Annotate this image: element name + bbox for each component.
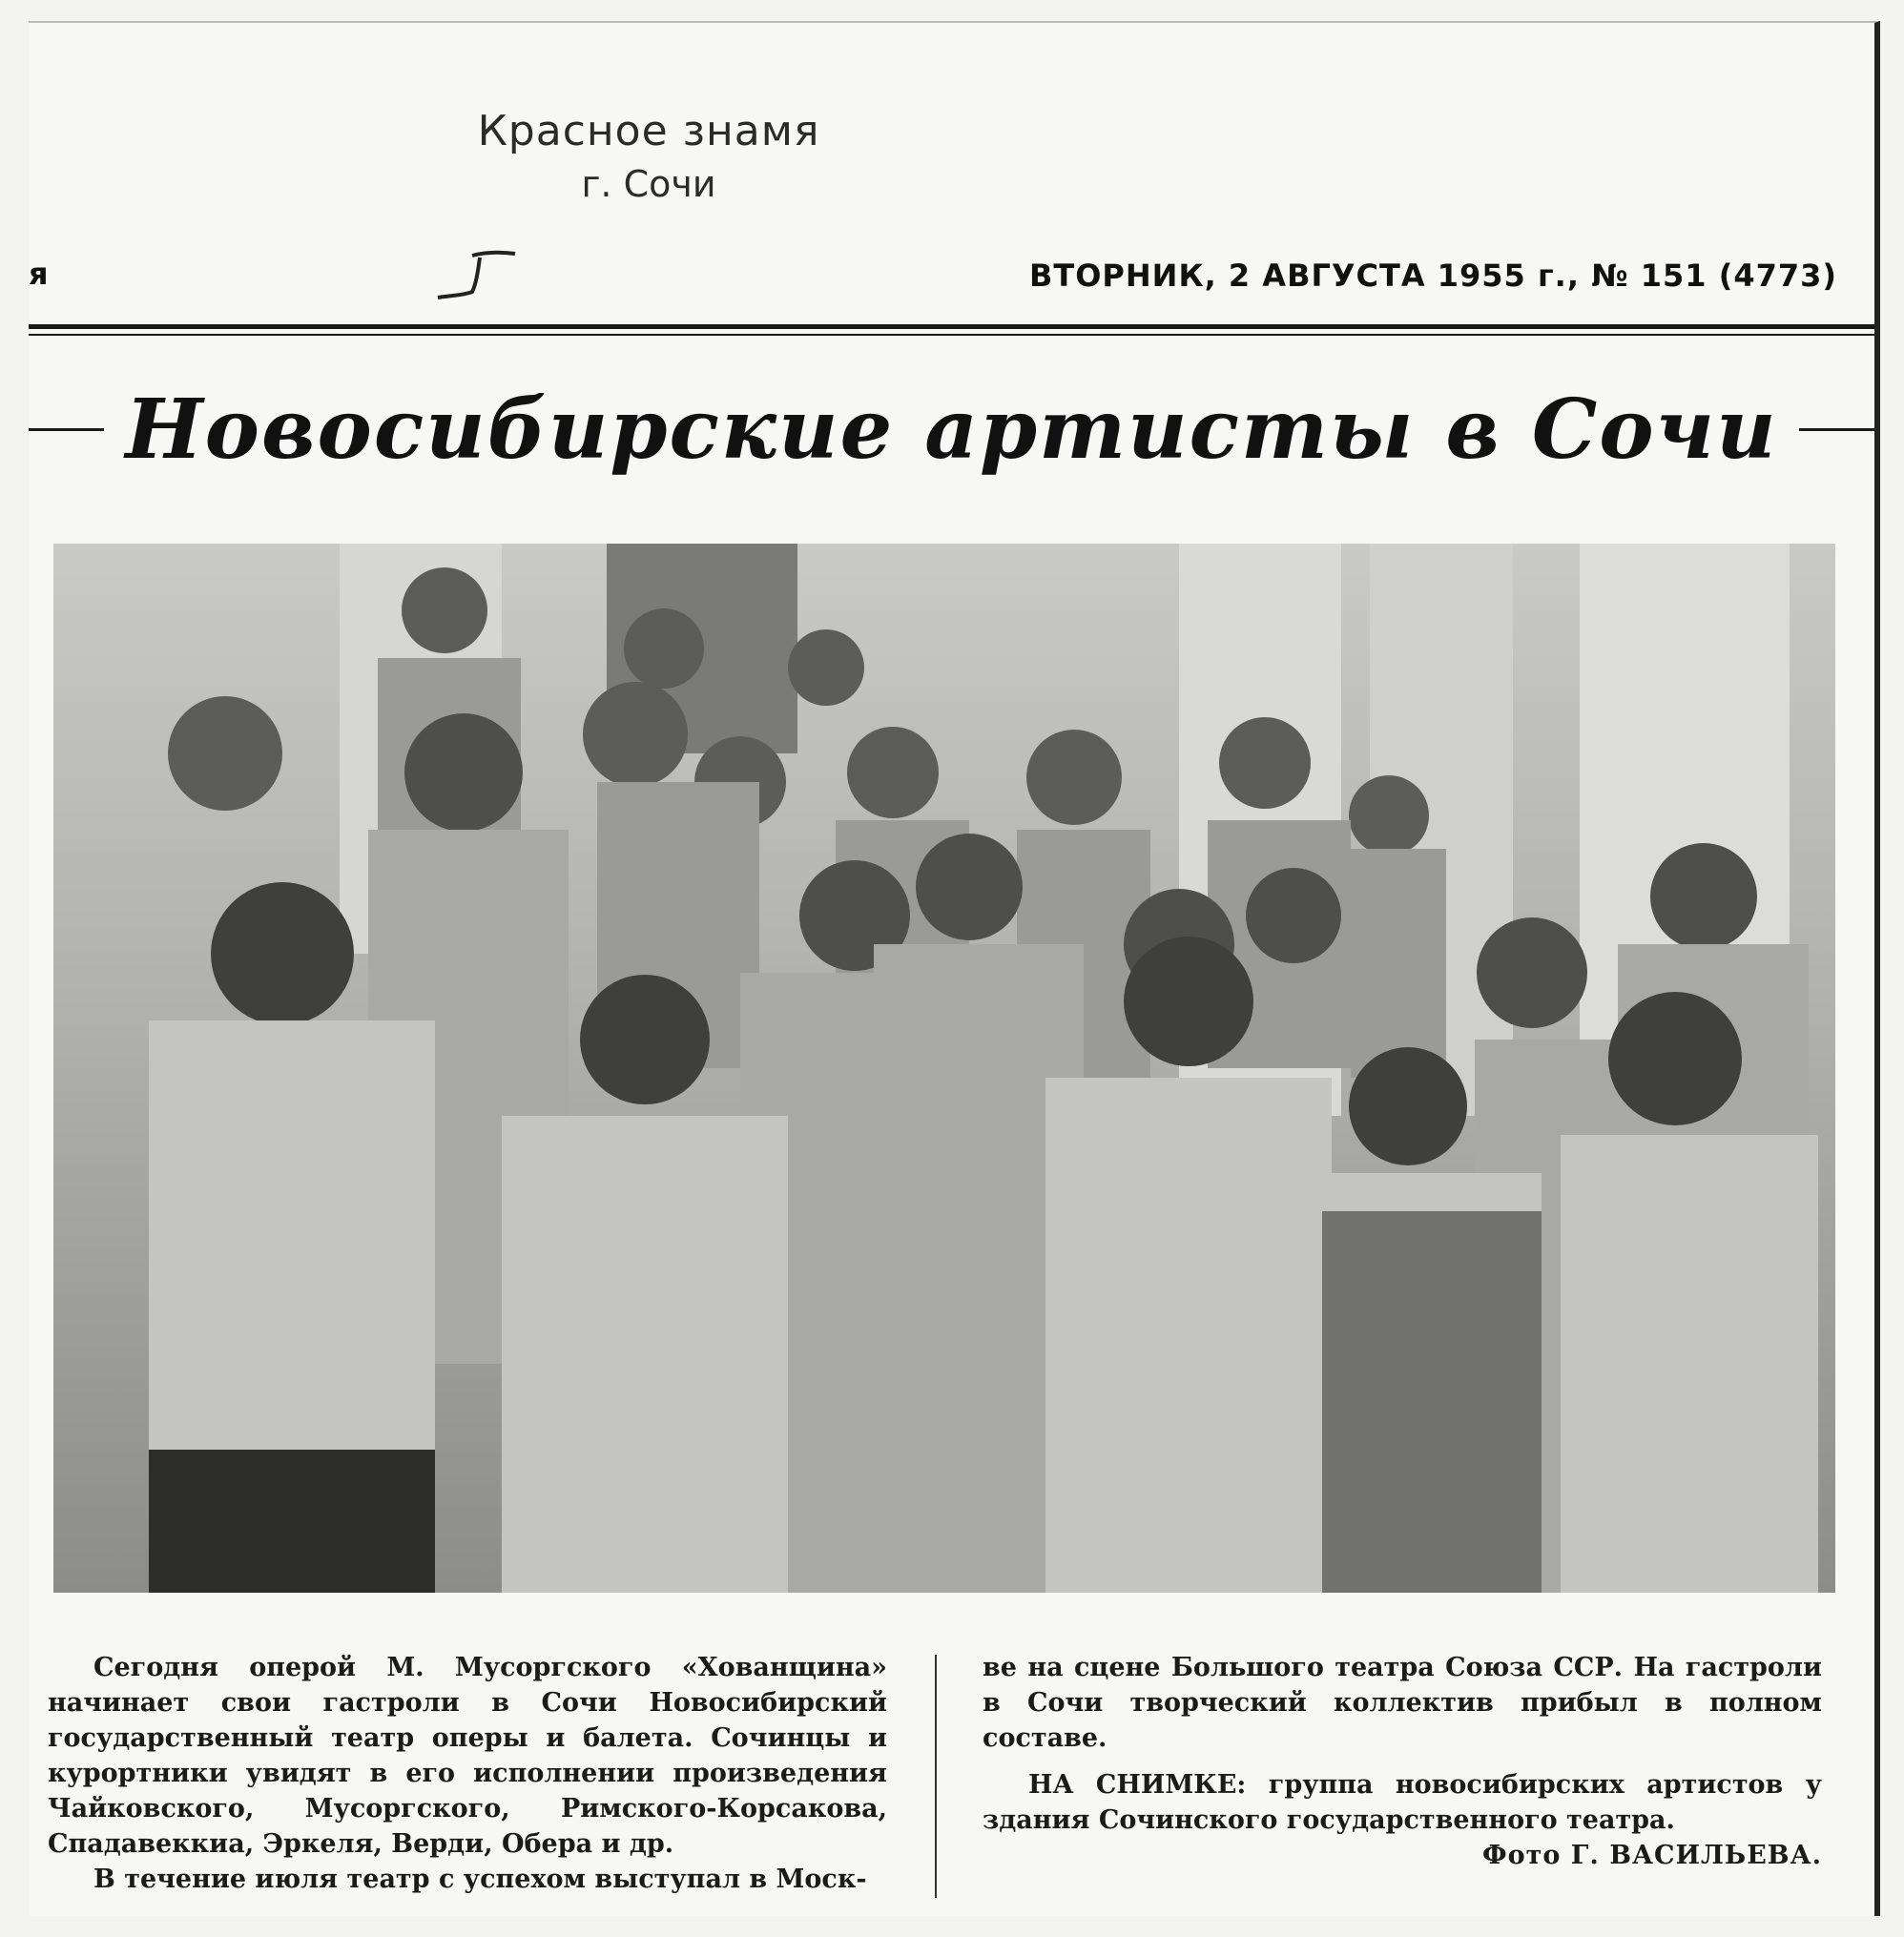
stamp-city: г. Сочи: [581, 163, 716, 205]
article-column-left: [48, 1650, 887, 1897]
photo-caption: НА СНИМКЕ: группа новосибирских артистов у здания Сочинского государственного театра.: [983, 1770, 1822, 1835]
photo-credit: Фото Г. ВАСИЛЬЕВА.: [1482, 1841, 1822, 1870]
library-stamp: [458, 107, 839, 205]
column-divider: [935, 1655, 937, 1898]
masthead-rule-thin: [29, 334, 1874, 336]
issue-dateline: ВТОРНИК, 2 АВГУСТА 1955 г., № 151 (4773): [1029, 258, 1837, 294]
article-headline: Новосибирские артисты в Сочи: [125, 381, 1778, 478]
article-paragraph: Сегодня оперой М. Мусоргского «Хованщина» начинает свои гастроли в Сочи Новосибирский государственный театр оперы и балета. Сочинцы и курортники увидят в его исполнении произведения Чайковского, Мусоргского, Римского-Корсакова, Спадавеккиа, Эркеля, Верди, Обера и др.: [48, 1653, 887, 1859]
masthead-rule: [29, 324, 1874, 329]
group-photo: [53, 544, 1835, 1593]
headline-row: [29, 377, 1874, 482]
article-column-right: [983, 1650, 1822, 1873]
group-photo-illustration: [53, 544, 1835, 1593]
handwritten-mark: [434, 248, 520, 305]
headline-rule-right: [1799, 428, 1874, 431]
stamp-newspaper-name: Красное знамя: [477, 107, 820, 155]
article-paragraph: ве на сцене Большого театра Союза ССР. На гастроли в Сочи творческий коллектив прибыл в полном составе.: [983, 1653, 1822, 1753]
headline-rule-left: [29, 428, 104, 431]
masthead-fragment: я: [29, 256, 49, 292]
article-paragraph: В течение июля театр с успехом выступал в Моск-: [93, 1865, 867, 1894]
